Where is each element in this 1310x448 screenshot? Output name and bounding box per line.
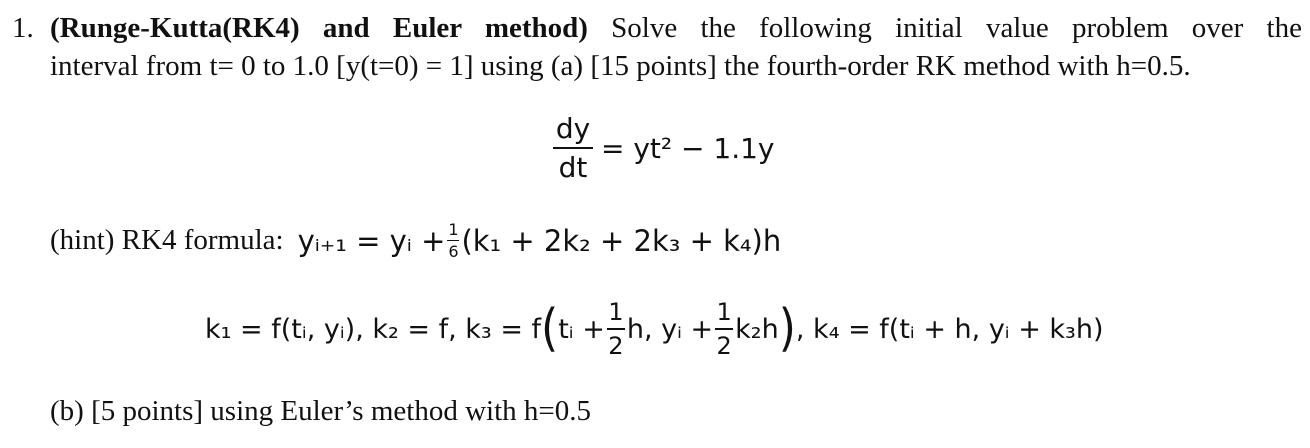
hint-rest: (k₁ + 2k₂ + 2k₃ + k₄)h <box>461 223 782 258</box>
fraction-numerator: 1 <box>608 298 624 326</box>
half-fraction-2 <box>715 298 733 360</box>
fraction-numerator: dy <box>555 112 591 145</box>
hint-label: (hint) RK4 formula: <box>50 224 284 256</box>
open-paren: ( <box>541 299 559 358</box>
differential-equation <box>553 112 775 184</box>
fraction-bar <box>447 240 459 241</box>
rk4-hint <box>50 220 781 261</box>
fraction-bar <box>553 147 593 149</box>
fraction-bar <box>607 328 625 330</box>
k-part-2: tᵢ + <box>558 313 605 345</box>
k-part-3: h, yᵢ + <box>626 313 714 345</box>
fraction-denominator: 2 <box>716 332 732 360</box>
fraction-numerator: 1 <box>716 298 732 326</box>
fraction-numerator: 1 <box>448 220 459 239</box>
question-line-1-text <box>50 12 1302 45</box>
half-fraction-1 <box>607 298 625 360</box>
k-part-5: , k₄ = f(tᵢ + h, yᵢ + k₃h) <box>795 313 1104 345</box>
k-part-1: k₁ = f(tᵢ, yᵢ), k₂ = f, k₃ = f <box>205 313 542 345</box>
question-number: 1. <box>12 12 34 44</box>
k-definitions <box>205 298 1104 360</box>
question-line-2: interval from t= 0 to 1.0 [y(t=0) = 1] using (a) [15 points] the fourth-order RK method with h=0.5. <box>50 50 1191 82</box>
fraction-denominator: 6 <box>448 242 459 261</box>
dy-dt-fraction <box>553 112 593 184</box>
hint-lhs: yᵢ₊₁ = yᵢ + <box>297 223 446 258</box>
question-title: (Runge-Kutta(RK4) and Euler method) <box>50 12 588 44</box>
question-line-1 <box>12 12 1302 45</box>
question-line-1-rest: Solve the following initial value problem over the <box>587 12 1302 44</box>
fraction-bar <box>715 328 733 330</box>
part-b: (b) [5 points] using Euler’s method with h=0.5 <box>50 395 591 427</box>
k-part-4: k₂h <box>735 313 779 345</box>
one-sixth-fraction <box>447 220 459 261</box>
close-paren: ) <box>778 299 796 358</box>
fraction-denominator: 2 <box>608 332 624 360</box>
equation-rhs: = yt² − 1.1y <box>601 131 775 165</box>
fraction-denominator: dt <box>558 151 588 184</box>
